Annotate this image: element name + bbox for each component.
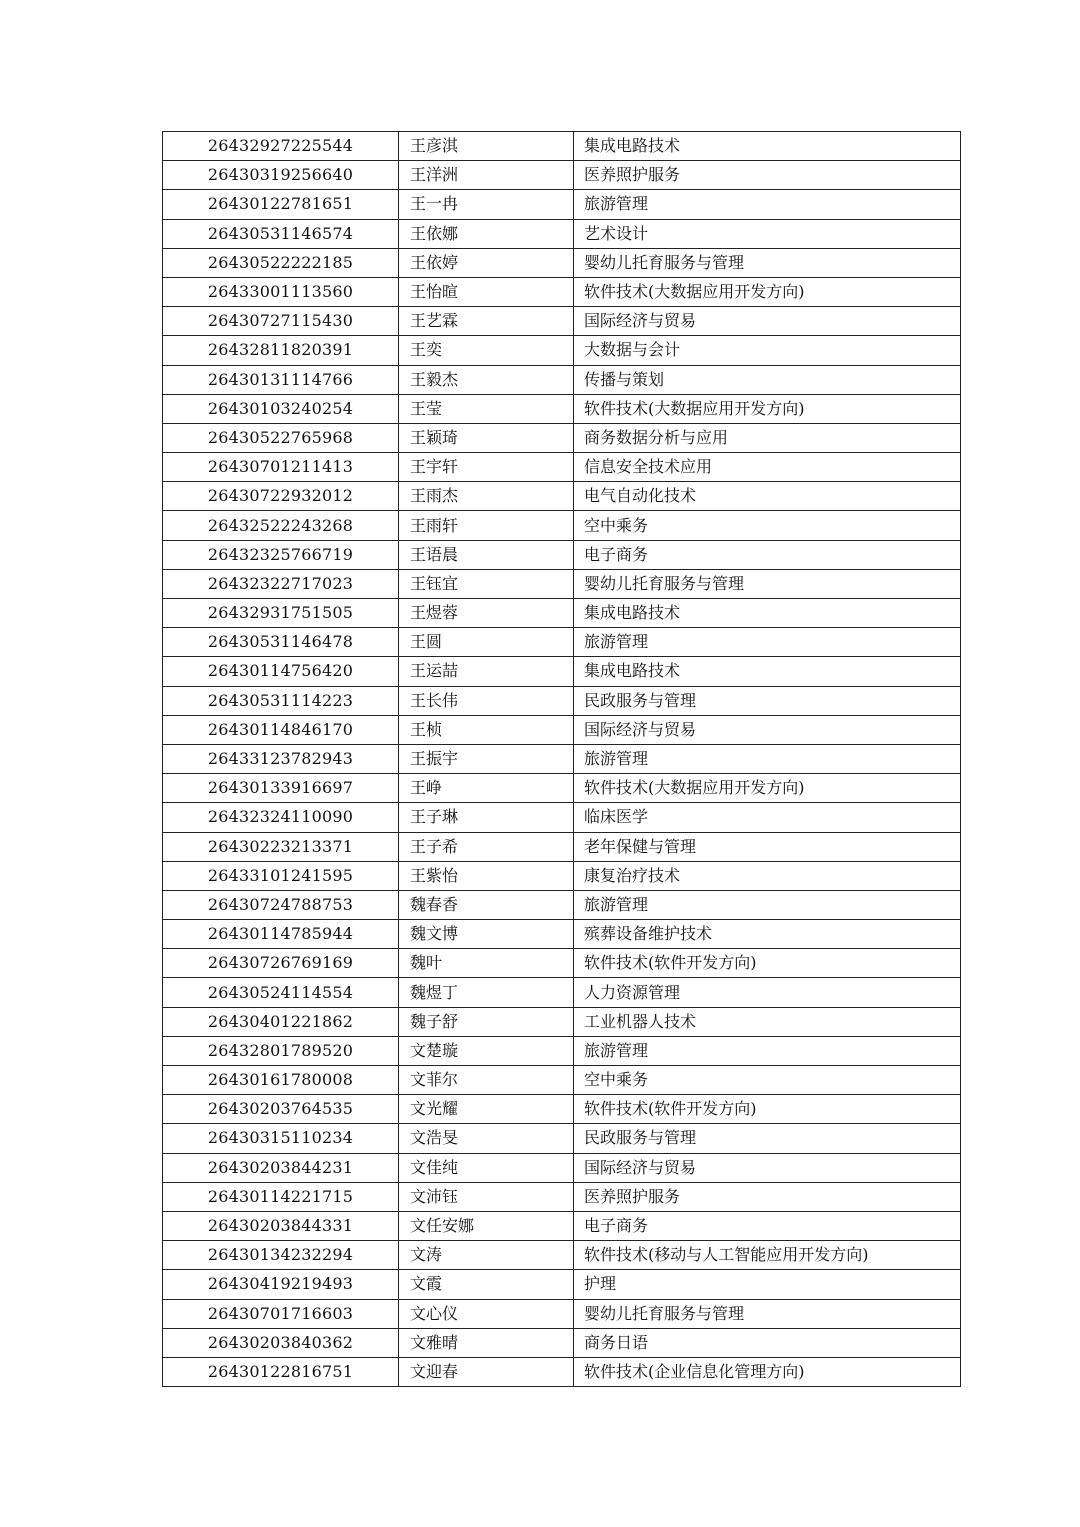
- student-name-cell: 王子希: [399, 832, 574, 861]
- exam-number-cell: 26430114785944: [163, 920, 399, 949]
- student-name-cell: 王洋洲: [399, 161, 574, 190]
- table-row: [163, 1299, 961, 1328]
- major-cell: 医养照护服务: [574, 161, 961, 190]
- student-name-cell: 王峥: [399, 774, 574, 803]
- student-name-cell: 王煜蓉: [399, 599, 574, 628]
- exam-number-cell: 26432325766719: [163, 540, 399, 569]
- exam-number-cell: 26432927225544: [163, 132, 399, 161]
- student-name-cell: 文菲尔: [399, 1066, 574, 1095]
- table-row: [163, 832, 961, 861]
- table-row: [163, 132, 961, 161]
- exam-number-cell: 26430122816751: [163, 1357, 399, 1386]
- student-name-cell: 文任安娜: [399, 1211, 574, 1240]
- exam-number-cell: 26430134232294: [163, 1241, 399, 1270]
- exam-number-cell: 26432811820391: [163, 336, 399, 365]
- exam-number-cell: 26432324110090: [163, 803, 399, 832]
- major-cell: 商务数据分析与应用: [574, 423, 961, 452]
- student-name-cell: 文迎春: [399, 1357, 574, 1386]
- table-row: [163, 569, 961, 598]
- table-row: [163, 599, 961, 628]
- exam-number-cell: 26430727115430: [163, 307, 399, 336]
- major-cell: 信息安全技术应用: [574, 453, 961, 482]
- student-name-cell: 王一冉: [399, 190, 574, 219]
- exam-number-cell: 26432522243268: [163, 511, 399, 540]
- student-name-cell: 王怡暄: [399, 277, 574, 306]
- student-name-cell: 文涛: [399, 1241, 574, 1270]
- major-cell: 传播与策划: [574, 365, 961, 394]
- exam-number-cell: 26430203844231: [163, 1153, 399, 1182]
- table-row: [163, 248, 961, 277]
- table-row: [163, 1007, 961, 1036]
- student-name-cell: 王颖琦: [399, 423, 574, 452]
- exam-number-cell: 26430401221862: [163, 1007, 399, 1036]
- exam-number-cell: 26430726769169: [163, 949, 399, 978]
- exam-number-cell: 26430701211413: [163, 453, 399, 482]
- exam-number-cell: 26430203840362: [163, 1328, 399, 1357]
- major-cell: 软件技术(软件开发方向): [574, 1095, 961, 1124]
- exam-number-cell: 26432322717023: [163, 569, 399, 598]
- major-cell: 护理: [574, 1270, 961, 1299]
- student-name-cell: 文沛钰: [399, 1182, 574, 1211]
- table-row: [163, 190, 961, 219]
- student-name-cell: 王雨杰: [399, 482, 574, 511]
- exam-number-cell: 26430203764535: [163, 1095, 399, 1124]
- table-row: [163, 920, 961, 949]
- student-name-cell: 王语晨: [399, 540, 574, 569]
- major-cell: 商务日语: [574, 1328, 961, 1357]
- table-row: [163, 394, 961, 423]
- table-row: [163, 540, 961, 569]
- student-name-cell: 文浩旻: [399, 1124, 574, 1153]
- table-row: [163, 1211, 961, 1240]
- major-cell: 医养照护服务: [574, 1182, 961, 1211]
- table-row: [163, 1153, 961, 1182]
- table-row: [163, 365, 961, 394]
- student-name-cell: 王钰宜: [399, 569, 574, 598]
- table-row: [163, 1328, 961, 1357]
- table-row: [163, 307, 961, 336]
- major-cell: 国际经济与贸易: [574, 715, 961, 744]
- student-name-cell: 文佳纯: [399, 1153, 574, 1182]
- exam-number-cell: 26430531114223: [163, 686, 399, 715]
- exam-number-cell: 26430114756420: [163, 657, 399, 686]
- major-cell: 大数据与会计: [574, 336, 961, 365]
- table-row: [163, 861, 961, 890]
- exam-number-cell: 26430319256640: [163, 161, 399, 190]
- major-cell: 旅游管理: [574, 744, 961, 773]
- student-name-cell: 王雨轩: [399, 511, 574, 540]
- exam-number-cell: 26430103240254: [163, 394, 399, 423]
- exam-number-cell: 26430114846170: [163, 715, 399, 744]
- exam-number-cell: 26430203844331: [163, 1211, 399, 1240]
- student-name-cell: 王莹: [399, 394, 574, 423]
- major-cell: 康复治疗技术: [574, 861, 961, 890]
- table-row: [163, 219, 961, 248]
- exam-number-cell: 26433123782943: [163, 744, 399, 773]
- exam-number-cell: 26430724788753: [163, 890, 399, 919]
- table-row: [163, 686, 961, 715]
- exam-number-cell: 26430133916697: [163, 774, 399, 803]
- student-name-cell: 文雅晴: [399, 1328, 574, 1357]
- major-cell: 空中乘务: [574, 511, 961, 540]
- table-row: [163, 482, 961, 511]
- table-row: [163, 511, 961, 540]
- student-name-cell: 王桢: [399, 715, 574, 744]
- major-cell: 电子商务: [574, 1211, 961, 1240]
- major-cell: 婴幼儿托育服务与管理: [574, 248, 961, 277]
- table-row: [163, 628, 961, 657]
- table-row: [163, 715, 961, 744]
- table-row: [163, 774, 961, 803]
- exam-number-cell: 26430223213371: [163, 832, 399, 861]
- major-cell: 工业机器人技术: [574, 1007, 961, 1036]
- student-name-cell: 王运喆: [399, 657, 574, 686]
- exam-number-cell: 26430522765968: [163, 423, 399, 452]
- major-cell: 软件技术(大数据应用开发方向): [574, 394, 961, 423]
- exam-number-cell: 26430531146478: [163, 628, 399, 657]
- exam-number-cell: 26430419219493: [163, 1270, 399, 1299]
- major-cell: 电子商务: [574, 540, 961, 569]
- roster-body: [163, 132, 961, 1387]
- table-row: [163, 1357, 961, 1386]
- major-cell: 人力资源管理: [574, 978, 961, 1007]
- table-row: [163, 161, 961, 190]
- student-name-cell: 文心仪: [399, 1299, 574, 1328]
- exam-number-cell: 26430131114766: [163, 365, 399, 394]
- major-cell: 民政服务与管理: [574, 686, 961, 715]
- major-cell: 集成电路技术: [574, 132, 961, 161]
- exam-number-cell: 26430701716603: [163, 1299, 399, 1328]
- exam-number-cell: 26430524114554: [163, 978, 399, 1007]
- exam-number-cell: 26430161780008: [163, 1066, 399, 1095]
- table-row: [163, 1182, 961, 1211]
- student-name-cell: 魏文博: [399, 920, 574, 949]
- student-name-cell: 王依娜: [399, 219, 574, 248]
- table-row: [163, 1241, 961, 1270]
- exam-number-cell: 26432931751505: [163, 599, 399, 628]
- major-cell: 老年保健与管理: [574, 832, 961, 861]
- major-cell: 旅游管理: [574, 890, 961, 919]
- table-row: [163, 1036, 961, 1065]
- student-name-cell: 王紫怡: [399, 861, 574, 890]
- table-row: [163, 453, 961, 482]
- exam-number-cell: 26433001113560: [163, 277, 399, 306]
- major-cell: 艺术设计: [574, 219, 961, 248]
- student-name-cell: 王艺霖: [399, 307, 574, 336]
- table-row: [163, 890, 961, 919]
- table-row: [163, 978, 961, 1007]
- table-row: [163, 1066, 961, 1095]
- exam-number-cell: 26432801789520: [163, 1036, 399, 1065]
- table-row: [163, 277, 961, 306]
- major-cell: 软件技术(大数据应用开发方向): [574, 774, 961, 803]
- table-row: [163, 657, 961, 686]
- major-cell: 软件技术(移动与人工智能应用开发方向): [574, 1241, 961, 1270]
- table-row: [163, 423, 961, 452]
- table-row: [163, 803, 961, 832]
- exam-number-cell: 26433101241595: [163, 861, 399, 890]
- student-name-cell: 王依婷: [399, 248, 574, 277]
- major-cell: 集成电路技术: [574, 657, 961, 686]
- student-name-cell: 王子琳: [399, 803, 574, 832]
- student-name-cell: 王毅杰: [399, 365, 574, 394]
- table-row: [163, 744, 961, 773]
- major-cell: 国际经济与贸易: [574, 307, 961, 336]
- major-cell: 空中乘务: [574, 1066, 961, 1095]
- exam-number-cell: 26430522222185: [163, 248, 399, 277]
- student-name-cell: 文霞: [399, 1270, 574, 1299]
- student-name-cell: 魏煜丁: [399, 978, 574, 1007]
- student-name-cell: 魏叶: [399, 949, 574, 978]
- major-cell: 民政服务与管理: [574, 1124, 961, 1153]
- student-name-cell: 魏春香: [399, 890, 574, 919]
- major-cell: 国际经济与贸易: [574, 1153, 961, 1182]
- exam-number-cell: 26430114221715: [163, 1182, 399, 1211]
- table-row: [163, 949, 961, 978]
- major-cell: 旅游管理: [574, 190, 961, 219]
- major-cell: 旅游管理: [574, 628, 961, 657]
- student-name-cell: 王彦淇: [399, 132, 574, 161]
- exam-number-cell: 26430122781651: [163, 190, 399, 219]
- major-cell: 婴幼儿托育服务与管理: [574, 1299, 961, 1328]
- student-name-cell: 王圆: [399, 628, 574, 657]
- table-row: [163, 1095, 961, 1124]
- student-name-cell: 王奕: [399, 336, 574, 365]
- student-name-cell: 王振宇: [399, 744, 574, 773]
- exam-number-cell: 26430722932012: [163, 482, 399, 511]
- major-cell: 软件技术(企业信息化管理方向): [574, 1357, 961, 1386]
- major-cell: 软件技术(软件开发方向): [574, 949, 961, 978]
- major-cell: 临床医学: [574, 803, 961, 832]
- major-cell: 殡葬设备维护技术: [574, 920, 961, 949]
- major-cell: 软件技术(大数据应用开发方向): [574, 277, 961, 306]
- table-row: [163, 1270, 961, 1299]
- student-name-cell: 文楚璇: [399, 1036, 574, 1065]
- major-cell: 婴幼儿托育服务与管理: [574, 569, 961, 598]
- student-name-cell: 王长伟: [399, 686, 574, 715]
- exam-number-cell: 26430315110234: [163, 1124, 399, 1153]
- exam-number-cell: 26430531146574: [163, 219, 399, 248]
- table-row: [163, 336, 961, 365]
- student-name-cell: 王宇轩: [399, 453, 574, 482]
- student-roster-table: [162, 131, 961, 1387]
- major-cell: 旅游管理: [574, 1036, 961, 1065]
- major-cell: 集成电路技术: [574, 599, 961, 628]
- student-name-cell: 文光耀: [399, 1095, 574, 1124]
- major-cell: 电气自动化技术: [574, 482, 961, 511]
- student-name-cell: 魏子舒: [399, 1007, 574, 1036]
- table-row: [163, 1124, 961, 1153]
